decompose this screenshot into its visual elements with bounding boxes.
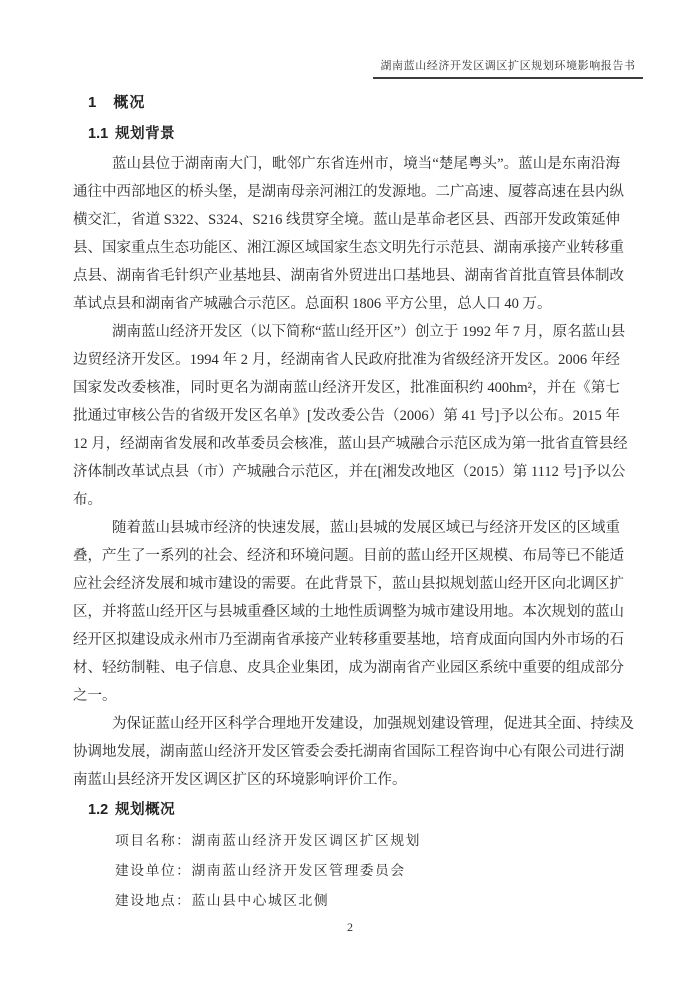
body-line: 经开区拟建设成永州市乃至湖南省承接产业转移重要基地，培育成面向国内外市场的石	[73, 632, 624, 648]
section-title: 规划背景	[115, 126, 176, 142]
paragraph-2	[73, 318, 628, 514]
section-title: 概况	[113, 94, 146, 111]
body-line: 材、轻纺制鞋、电子信息、皮具企业集团，成为湖南省产业园区系统中重要的组成部分	[73, 660, 624, 676]
page-footer	[0, 920, 700, 935]
section-number: 1.1	[88, 126, 109, 142]
body-line: 之一。	[73, 688, 117, 704]
body-line: 通往中西部地区的桥头堡，是湖南母亲河湘江的发源地。二广高速、厦蓉高速在县内纵	[73, 184, 624, 200]
body-line: 点县、湖南省毛针织产业基地县、湖南省外贸进出口基地县、湖南省首批直管县体制改	[73, 268, 624, 284]
section-title: 规划概况	[115, 802, 176, 818]
project-name-line: 项目名称：湖南蓝山经济开发区调区扩区规划	[115, 833, 421, 848]
section-number: 1	[88, 94, 97, 111]
body-line: 12 月，经湖南省发展和改革委员会核准，蓝山县产城融合示范区成为第一批省直管县经	[73, 436, 628, 452]
body-line: 蓝山县位于湖南南大门，毗邻广东省连州市，境当“楚尾粤头”。蓝山是东南沿海	[112, 156, 620, 172]
paragraph-4	[73, 710, 634, 794]
project-info	[73, 826, 620, 916]
section-heading-1	[88, 94, 620, 112]
body-line: 县、国家重点生态功能区、湘江源区域国家生态文明先行示范县、湖南承接产业转移重	[73, 240, 624, 256]
construction-unit-line: 建设单位：湖南蓝山经济开发区管理委员会	[115, 863, 406, 878]
page-number: 2	[347, 920, 353, 934]
section-number: 1.2	[88, 802, 109, 818]
body-line: 革试点县和湖南省产城融合示范区。总面积 1806 平方公里，总人口 40 万。	[73, 296, 552, 312]
section-heading-1-2	[88, 801, 620, 819]
body-line: 协调地发展，湖南蓝山经济开发区管委会委托湖南省国际工程咨询中心有限公司进行湖	[73, 744, 624, 760]
document-content	[73, 94, 634, 916]
header-title: 湖南蓝山经济开发区调区扩区规划环境影响报告书	[380, 60, 636, 72]
paragraph-3	[73, 514, 624, 710]
body-line: 湖南蓝山经济开发区（以下简称“蓝山经开区”）创立于 1992 年 7 月，原名蓝山县	[112, 324, 626, 340]
body-line: 南蓝山县经济开发区调区扩区的环境影响评价工作。	[73, 772, 407, 788]
construction-site-line: 建设地点：蓝山县中心城区北侧	[115, 893, 330, 908]
body-line: 布。	[73, 492, 102, 508]
body-line: 国家发改委核准，同时更名为湖南蓝山经济开发区，批准面积约 400hm²，并在《第七	[73, 380, 620, 396]
body-line: 应社会经济发展和城市建设的需要。在此背景下，蓝山县拟规划蓝山经开区向北调区扩	[73, 576, 624, 592]
body-line: 济体制改革试点县（市）产城融合示范区，并在[湘发改地区（2015）第 1112 号]予以公	[73, 464, 626, 480]
body-line: 区，并将蓝山经开区与县城重叠区域的土地性质调整为城市建设用地。本次规划的蓝山	[73, 604, 624, 620]
page-header	[373, 57, 643, 79]
body-line: 边贸经济开发区。1994 年 2 月，经湖南省人民政府批准为省级经济开发区。2006 年经	[73, 352, 620, 368]
body-line: 横交汇，省道 S322、S324、S216 线贯穿全境。蓝山是革命老区县、西部开发政策延伸	[73, 212, 620, 228]
body-line: 批通过审核公告的省级开发区名单》[发改委公告（2006）第 41 号]予以公布。2015 年	[73, 408, 620, 424]
body-line: 随着蓝山县城市经济的快速发展，蓝山县城的发展区域已与经济开发区的区域重	[112, 520, 620, 536]
body-line: 叠，产生了一系列的社会、经济和环境问题。目前的蓝山经开区规模、布局等已不能适	[73, 548, 624, 564]
section-heading-1-1	[88, 125, 620, 143]
body-line: 为保证蓝山经开区科学合理地开发建设，加强规划建设管理，促进其全面、持续及	[112, 716, 634, 732]
paragraph-1	[73, 150, 624, 318]
